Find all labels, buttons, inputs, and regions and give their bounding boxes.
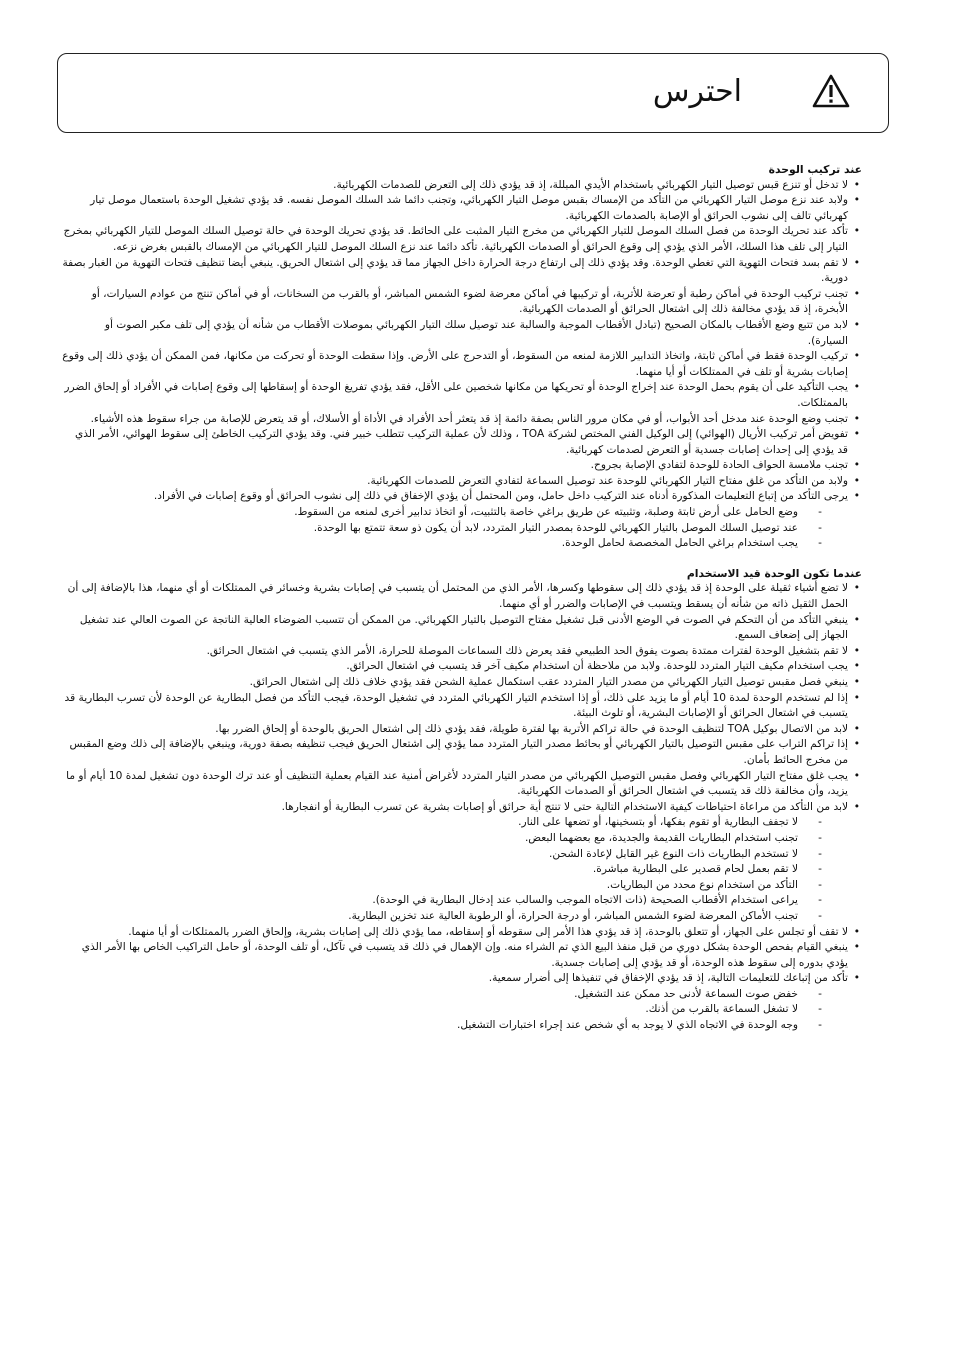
section-heading: عندما تكون الوحدة قيد الاستخدام — [686, 566, 862, 580]
item-text: تجنب تركيب الوحدة في أماكن رطبة أو تعرضة للأتربة، أو تركيبها في أماكن معرضة لضوء الشمس المباشر، أو بالقرب من السخانات، أو في أماكن تنتج من عوادم السيارات، أو الأبخرة، إذ قد يؤدي مخالفة ذلك إلى اشتعال الحرائق أو الصدمات الكهربائية. — [91, 287, 848, 316]
item-text: لابد من تتبع وضع الأقطاب بالمكان الصحيح (تبادل الأقطاب الموجبة والسالبة عند توصيل سلك التيار الكهربائي بموصلات الأقطاب من شأنه أن يؤدي إلى تلف مكبر الصوت أو السيارة). — [104, 318, 848, 347]
item-text: تجنب ملامسة الحواف الحادة للوحدة لتفادي الإصابة بجروح. — [590, 459, 848, 472]
list-item — [62, 659, 862, 675]
document-body — [62, 162, 862, 1034]
list-item — [62, 737, 862, 768]
list-item — [62, 349, 862, 380]
item-text: ولابد من التأكد من غلق مفتاح التيار الكهربائي للوحدة عند توصيل السماعة لتفادي التعرض للصدمات الكهربائية. — [367, 474, 848, 487]
item-text: ينبغي فصل مقبس توصيل التيار الكهربائي من مصدر التيار المتردد عقب استكمال عملية الشحن فقد يؤدي خلاف ذلك إلى اشتعال الحرائق. — [249, 676, 848, 688]
item-text: ولابد عند نزع موصل التيار الكهربائي من التأكد من الإمساك بقبس موصل التيار الكهربائي، وتجنب دائما شد السلك الموصل نفسه. قد يؤدي تشغيل الوحدة باستعمال موصل تيار كهربائي تالف إلى نشوب الحرائق أو الإصابة بالصدمات الكهربائية. — [90, 194, 848, 222]
sub-list-item: - تجنب استخدام البطاريات القديمة والجديدة، مع بعضهما البعض. — [62, 831, 826, 847]
item-text: لابد من الاتصال بوكيل TOA لتنظيف الوحدة في حالة تراكم الأتربة بها لفترة طويلة، فقد يؤدي ذلك إلى اشتعال الحريق بالوحدة أو إلحاق الضرر بها. — [215, 722, 848, 735]
list-item — [62, 800, 862, 925]
sub-list — [62, 815, 848, 924]
item-text: تجنب وضع الوحدة عند مدخل أحد الأبواب، أو في مكان مرور الناس بصفة دائمة إذ قد يتعثر أحد الأفراد في الأداة أو الأسلاك، أو قد يتعرض للإصابة من جراء سقوط هذه الأشياء. — [90, 412, 848, 425]
item-text: لا تقف أو تجلس على الجهاز، أو تتعلق بالوحدة، إذ قد يؤدي هذا الأمر إلى سقوطه أو إسقاطه، مما يؤدي ذلك إلى إصابات بشرية، وإلحاق الضرر بالممتلكات أو أيا منهما. — [128, 925, 848, 938]
sub-list-item: - لا تجفف البطارية أو تقوم بفكها، أو بتسخينها، أو تضعها على النار. — [62, 815, 826, 831]
sub-list-item: - وجه الوحدة في الاتجاه الذي لا يوجد به أي شخص عند إجراء اختبارات التشغيل. — [62, 1018, 826, 1034]
sub-list-item: - لا تستخدم البطاريات ذات النوع غير القابل لإعادة الشحن. — [62, 847, 826, 863]
list-item — [62, 971, 862, 1033]
section-installation — [62, 162, 862, 552]
item-text: يرجى التأكد من إتباع التعليمات المذكورة أدناه عند التركيب داخل حامل، ومن المحتمل أن يؤدي الإخفاق في ذلك إلى نشوب الحرائق أو وقوع إصابات في الأفراد. — [153, 490, 848, 503]
list-item — [62, 287, 862, 318]
sub-list-item: - لا تشغل السماعة بالقرب من أذنك. — [62, 1002, 826, 1018]
caution-header-box — [57, 53, 889, 133]
item-text: إذا لم تستخدم الوحدة لمدة 10 أيام أو ما يزيد على ذلك، أو إذا استخدم التيار الكهربائي المتردد في تشغيل الوحدة، فيجب التأكد من فصل البطارية عن الوحدة لأن تسرب البطارية قد يتسبب في اشتعال الحرائق أو الإصابات البشرية، أو تلوث البيئة. — [64, 691, 848, 720]
list-item — [62, 318, 862, 349]
list-item — [62, 458, 862, 474]
section-in-use — [62, 566, 862, 1034]
list-item — [62, 474, 862, 490]
sub-list-item: - التأكد من استخدام نوع محدد من البطاريات. — [62, 878, 826, 894]
sub-list-item: - يراعى استخدام الأقطاب الصحيحة (ذات الاتجاه الموجب والسالب عند إدخال البطارية في الوحدة). — [62, 893, 826, 909]
list-item — [62, 193, 862, 224]
list-item — [62, 722, 862, 738]
list-item — [62, 178, 862, 194]
item-text: يجب التأكيد على أن يقوم بحمل الوحدة عند إخراج الوحدة أو تحريكها من مكانها شخصين على الأقل، فقد يؤدي تفريغ الوحدة أو إسقاطها إلى وقوع إصابات في الأفراد أو إلحاق الضرر بالممتلكات. — [64, 381, 848, 409]
warning-triangle-icon — [812, 74, 850, 108]
item-text: تأكد عند تحريك الوحدة من فصل السلك الموصل للتيار الكهربائي من مخرج التيار المثبت على الحائط. قد يؤدي تحريك الوحدة في حالة توصيل السلك الموصل للتيار الكهربائي بمخرج التيار إلى تلف هذا السلك، الأمر الذي يؤدي إلى وقوع الحرائق أو الصدمات الكهربائية. تأكد دائما عند نزع السلك الموصل للتيار الكهربائي من الإمساك بالقبس بغرض نزعه. — [63, 225, 848, 253]
list-item — [62, 224, 862, 255]
list-item — [62, 940, 862, 971]
sub-list-item: - خفض صوت السماعة لأدنى حد ممكن عند التشغيل. — [62, 987, 826, 1003]
item-text: تفويض أمر تركيب الأريال (الهوائي) إلى الوكيل الفني المختص لشركة TOA ، وذلك لأن عملية التركيب تتطلب خبير فني. وقد يؤدي التركيب الخاطئ إلى سقوط الهوائي، الأمر الذي قد يؤدي إلى إحداث إصابات جسدية أو التعرض لصدمات كهربائية. — [74, 428, 848, 456]
list-item — [62, 769, 862, 800]
item-text: لا تقم بسد فتحات التهوية التي تغطي الوحدة. وقد يؤدي ذلك إلى ارتفاع درجة الحرارة داخل الجهاز مما قد يؤدي إلى اشتعال الحريق. ينبغي أيضا تنظيف فتحات التهوية من الغبار بصفة دورية. — [62, 256, 848, 285]
list-item — [62, 412, 862, 428]
precaution-list — [62, 581, 862, 1033]
list-item — [62, 691, 862, 722]
list-item — [62, 256, 862, 287]
item-text: يجب غلق مفتاح التيار الكهربائي وفصل مقبس التوصيل الكهربائي من مصدر التيار المتردد لأغراض أمنية عند القيام بعملية التنظيف أو عند ترك الوحدة دون تشغيل لمدة 10 أيام أو ما يزيد، وأن مخالفة ذلك قد يتسبب في اشتعال الحرائق أو الصدمات الكهربائية. — [66, 769, 848, 798]
list-item — [62, 675, 862, 691]
sub-list-item: - عند توصيل السلك الموصل بالتيار الكهربائي للوحدة بمصدر التيار المتردد، لابد أن يكون ذو سعة تتمتع بها الوحدة. — [62, 521, 826, 537]
item-text: تأكد من إتباعك للتعليمات التالية، إذ قد يؤدي الإخفاق في تنفيذها إلى أضرار سمعية. — [488, 972, 848, 985]
section-heading: عند تركيب الوحدة — [768, 163, 862, 176]
precaution-list — [62, 178, 862, 552]
item-text: لا تدخل أو تنزع قبس توصيل التيار الكهربائي باستخدام الأيدي المبللة، إذ قد يؤدي ذلك إلى التعرض للصدمات الكهربائية. — [333, 178, 848, 191]
list-item — [62, 925, 862, 941]
list-item — [62, 644, 862, 660]
item-text: لا تقم بتشغيل الوحدة لفترات ممتدة بصوت يفوق الحد الطبيعي فقد يعرض ذلك السماعات الموصلة للحرارة، الأمر الذي يتسبب في اشتعال الحرائق. — [206, 644, 848, 657]
sub-list-item: - وضع الحامل على أرض ثابتة وصلبة، وتثبيته عن طريق براغي خاصة بالتثبيت، أو اتخاذ تدابير أخرى لمنعه من السقوط. — [62, 505, 826, 521]
caution-title: احترس — [652, 74, 742, 109]
sub-list-item: - تجنب الأماكن المعرضة لضوء الشمس المباشر، أو درجة الحرارة، أو الرطوبة العالية عند تخزين البطارية. — [62, 909, 826, 925]
item-text: إذا تراكم التراب على مقبس التوصيل بالتيار الكهربائي أو بحائط مصدر التيار المتردد مما يؤدي إلى اشتعال الحريق فيجب تنظيفه بصفة دورية، وينبغي بالإضافة إلى ذلك وضع المقبس من مخرج الحائط بأمان. — [69, 738, 848, 766]
item-text: لا تضع أشياء ثقيلة على الوحدة إذ قد يؤدي ذلك إلى سقوطها وكسرها، الأمر الذي من المحتمل أن يتسبب في إصابات بشرية وخسائر في الممتلكات أو أي منهما، هذا بالإضافة إلى أن الحمل الثقيل ذاته من شأنه أن يسقط ويتسبب في الإصابات والضرر أو أي منهما. — [67, 582, 848, 611]
item-text: يجب استخدام مكيف التيار المتردد للوحدة. ولابد من ملاحظة أن استخدام مكيف آخر قد يتسبب في اشتعال الحرائق. — [346, 660, 848, 673]
sub-list-item: - لا تقم بعمل لحام قصدير على البطارية مباشرة. — [62, 862, 826, 878]
list-item — [62, 427, 862, 458]
sub-list-item: - يجب استخدام براغي الحامل المخصصة لحامل الوحدة. — [62, 536, 826, 552]
list-item — [62, 613, 862, 644]
item-text: ينبغي التأكد من أن التحكم في الصوت في الوضع الأدنى قبل تشغيل مفتاح التوصيل بالتيار الكهربائي. من الممكن أن تتسبب الضوضاء العالية الناتجة عن الصوت العالي عند تشغيل الجهاز إلى إضعاف السمع. — [79, 613, 848, 642]
item-text: لابد من التأكد من مراعاة احتياطات كيفية الاستخدام التالية حتى لا تنتج أية حرائق أو إصابات بشرية عن تسرب البطارية أو انفجارها. — [281, 800, 848, 813]
sub-list — [62, 987, 848, 1034]
item-text: تركيب الوحدة فقط في أماكن ثابتة، واتخاذ التدابير اللازمة لمنعه من السقوط، أو التدحرج على الأرض. وإذا سقطت الوحدة أو تحركت من مكانها، فمن الممكن أن يؤدي ذلك إلى وقوع إصابات بشرية أو تلف في الممتلكات أو أيا منهما. — [62, 350, 848, 378]
sub-list — [62, 505, 848, 552]
item-text: ينبغي القيام بفحص الوحدة بشكل دوري من قبل منفذ البيع الذي تم الشراء منه. وإن الإهمال في ذلك قد يتسبب في تآكل، أو تلف الوحدة، أو حامل التراكيب الخاص بها الأمر الذي يؤدي بدوره إلى سقوط هذه الوحدة، أو قد يؤدي إلى إصابات جسدية. — [81, 941, 848, 969]
list-item — [62, 489, 862, 551]
list-item — [62, 581, 862, 612]
list-item — [62, 380, 862, 411]
